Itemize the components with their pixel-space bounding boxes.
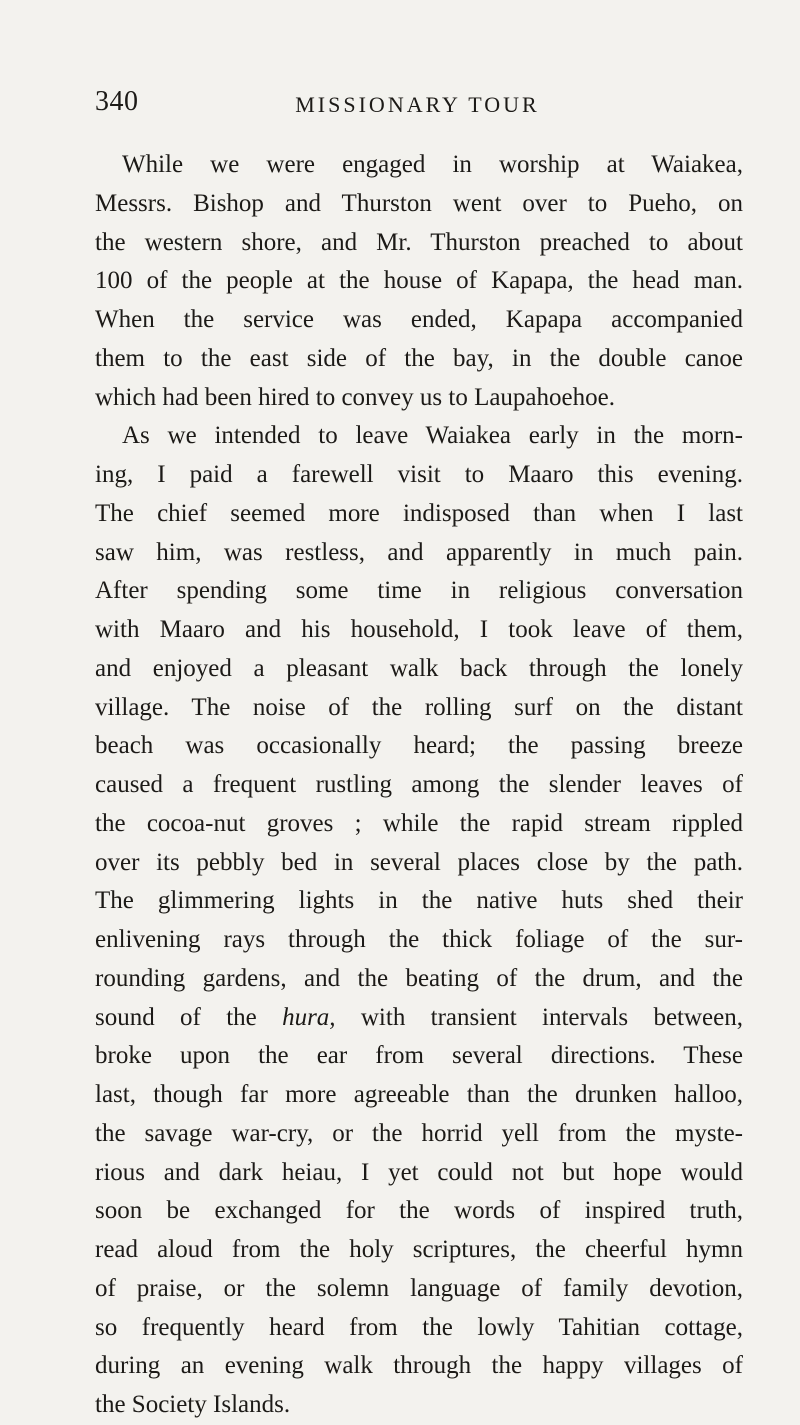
text-line: 100 of the people at the house of Kapapa, the head man. <box>95 267 743 295</box>
text-line: While we were engaged in worship at Waiakea, <box>122 151 743 178</box>
text-line: soon be exchanged for the words of inspired truth, <box>95 1197 743 1225</box>
text-line: Messrs. Bishop and Thurston went over to Pueho, on <box>95 189 743 217</box>
text-line: beach was occasionally heard; the passing breeze <box>95 732 743 760</box>
text-line: the western shore, and Mr. Thurston preached to about <box>95 228 743 256</box>
text-line: read aloud from the holy scriptures, the cheerful hymn <box>95 1236 743 1263</box>
text-line: After spending some time in religious conversation <box>95 577 743 605</box>
text-run: sound of the <box>95 1003 283 1031</box>
text-line: of praise, or the solemn language of family devotion, <box>95 1274 743 1302</box>
page-header <box>95 86 740 126</box>
text-line: over its pebbly bed in several places close by the path. <box>95 848 743 876</box>
running-head: MISSIONARY TOUR <box>295 92 540 117</box>
body-text <box>95 146 743 1425</box>
text-line: ing, I paid a farewell visit to Maaro this evening. <box>95 461 743 488</box>
text-line: As we intended to leave Waiakea early in the morn- <box>122 422 743 450</box>
text-line <box>95 999 743 1038</box>
text-line: The glimmering lights in the native huts shed their <box>95 887 743 915</box>
text-line: during an evening walk through the happy villages of <box>95 1352 743 1380</box>
text-line: rounding gardens, and the beating of the drum, and the <box>95 964 743 992</box>
text-line: broke upon the ear from several directions. These <box>95 1042 743 1070</box>
text-line: the cocoa-nut groves ; while the rapid stream rippled <box>95 809 743 837</box>
page-number: 340 <box>95 86 139 117</box>
text-line: caused a frequent rustling among the slender leaves of <box>95 771 743 798</box>
text-line: the Society Islands. <box>95 1391 291 1418</box>
text-line: village. The noise of the rolling surf on the distant <box>95 693 743 721</box>
text-line: so frequently heard from the lowly Tahitian cottage, <box>95 1313 743 1341</box>
text-line: When the service was ended, Kapapa accompanied <box>95 306 743 333</box>
text-run: with transient intervals between, <box>335 1003 743 1031</box>
text-line: the savage war-cry, or the horrid yell from the myste- <box>95 1119 743 1147</box>
italic-word: hura, <box>282 1003 336 1031</box>
text-line: The chief seemed more indisposed than when I last <box>95 499 743 527</box>
text-line: with Maaro and his household, I took leave of them, <box>95 616 743 643</box>
text-line: and enjoyed a pleasant walk back through the lonely <box>95 654 743 682</box>
text-line: which had been hired to convey us to Laupahoehoe. <box>95 383 615 411</box>
text-line: rious and dark heiau, I yet could not but hope would <box>95 1158 743 1186</box>
text-line: enlivening rays through the thick foliage of the sur- <box>95 926 743 953</box>
text-line: saw him, was restless, and apparently in much pain. <box>95 538 743 566</box>
text-line: last, though far more agreeable than the drunken halloo, <box>95 1081 743 1108</box>
text-line: them to the east side of the bay, in the double canoe <box>95 344 743 372</box>
